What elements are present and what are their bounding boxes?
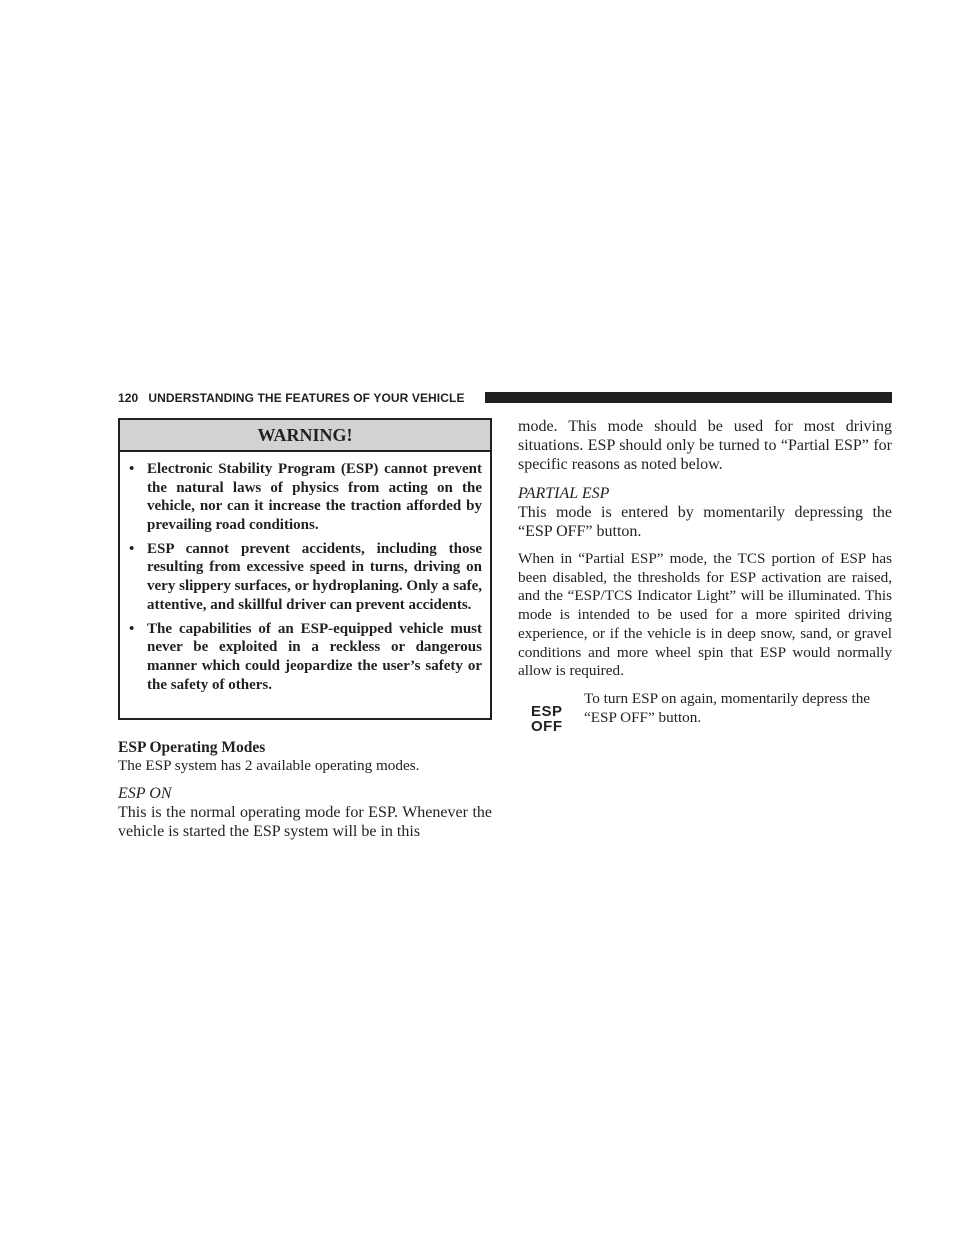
warning-item: [128, 460, 482, 534]
bullet-icon: •: [129, 540, 135, 557]
header-rule: [485, 392, 892, 403]
left-column: [118, 418, 492, 841]
warning-item-text: Electronic Stability Program (ESP) cannot prevent the natural laws of physics from acting on the vehicle, nor can it increase the traction afforded by prevailing road conditions.: [147, 461, 482, 533]
partial-esp-text: This mode is entered by momentarily depressing the “ESP OFF” button.: [518, 504, 892, 540]
bullet-icon: •: [129, 461, 135, 477]
esp-icon-line2: OFF: [531, 717, 563, 735]
turn-on-text: To turn ESP on again, momentarily depress the “ESP OFF” button.: [584, 689, 871, 726]
continuation-text: mode. This mode should be used for most driving situations. ESP should only be turned to “Partial ESP” for specific reasons as noted below.: [518, 418, 892, 473]
esp-on-text: This is the normal operating mode for ESP. Whenever the vehicle is started the ESP system will be in this: [118, 803, 492, 840]
page-number: 120: [118, 391, 139, 405]
operating-modes-heading: ESP Operating Modes: [118, 739, 266, 756]
warning-list: [120, 452, 490, 694]
esp-off-icon: [531, 704, 567, 734]
warning-item: [128, 540, 482, 614]
warning-item: [128, 620, 482, 694]
warning-box: [118, 418, 492, 720]
esp-on-heading: ESP ON: [118, 784, 172, 802]
bullet-icon: •: [129, 620, 135, 637]
header-text: [118, 391, 465, 405]
operating-modes-text: The ESP system has 2 available operating modes.: [118, 757, 420, 774]
section-title: UNDERSTANDING THE FEATURES OF YOUR VEHICLE: [148, 391, 465, 405]
partial-esp-heading: PARTIAL ESP: [518, 485, 610, 502]
partial-esp-detail: When in “Partial ESP” mode, the TCS portion of ESP has been disabled, the thresholds for ESP activation are raised, and the “ESP/TCS Indicator Light” will be illuminated. This mode is intended to be used for a more spirited driving experience, or if the vehicle is in deep snow, sand, or gravel conditions and more wheel spin that ESP would normally allow is required.: [518, 550, 892, 680]
warning-item-text: The capabilities of an ESP-equipped vehicle must never be exploited in a reckless or dangerous manner which could jeopardize the user’s safety or the safety of others.: [147, 620, 482, 693]
right-column: [518, 417, 892, 750]
esp-off-row: [518, 690, 892, 750]
warning-title: WARNING!: [120, 420, 490, 452]
page-header: [118, 390, 892, 406]
warning-item-text: ESP cannot prevent accidents, including those resulting from excessive speed in turns, driving on very slippery surfaces, or hydroplaning. Only a safe, attentive, and skillful driver can prevent accidents.: [147, 540, 482, 613]
esp-icon-line1: ESP: [531, 702, 563, 720]
